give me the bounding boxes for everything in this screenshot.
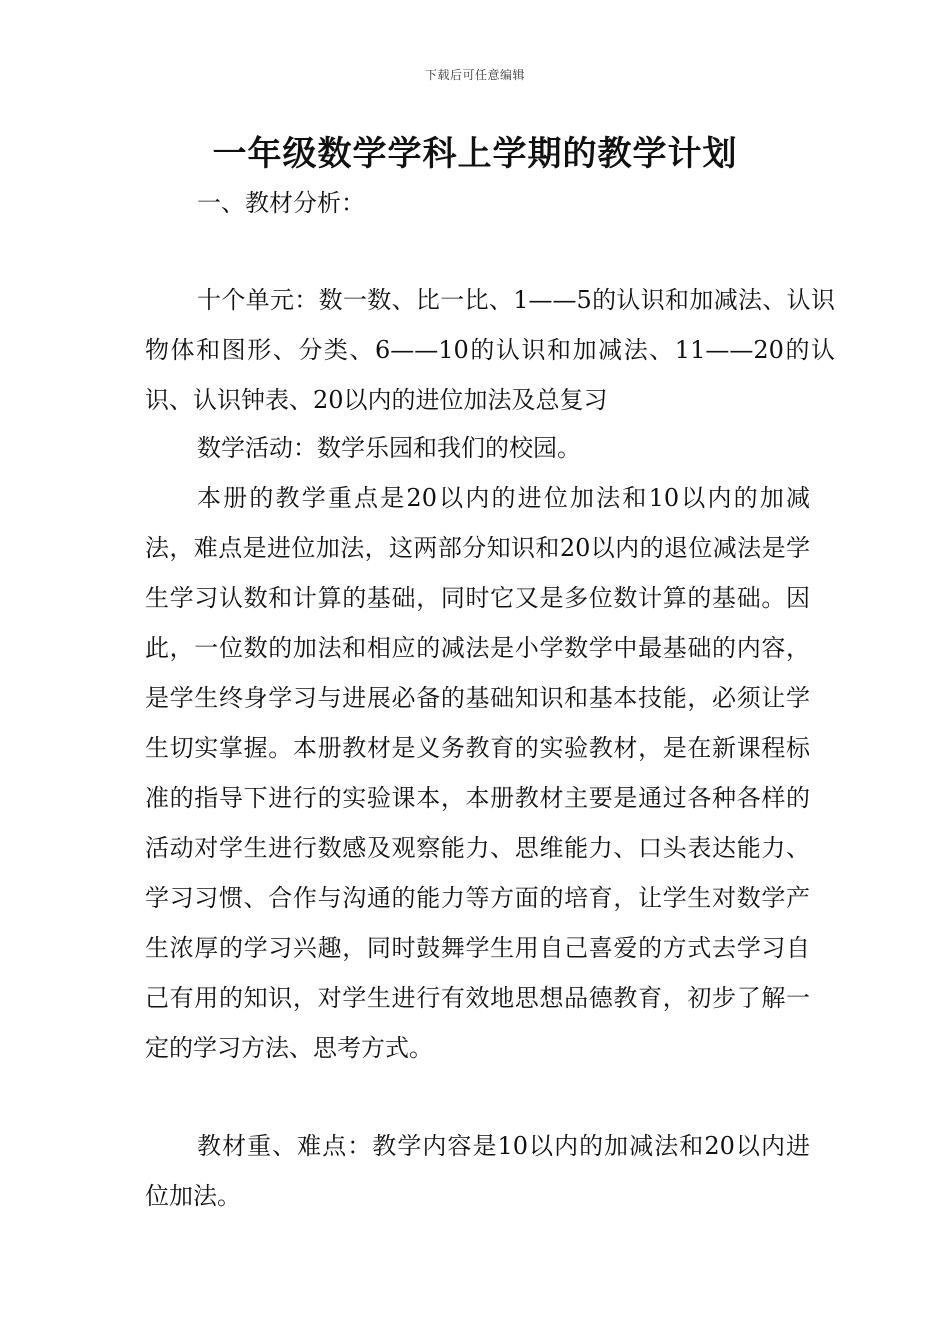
paragraph-key-points: 教材重、难点：教学内容是10以内的加减法和20以内进位加法。 xyxy=(145,1132,810,1210)
paragraph-activity: 数学活动：数学乐园和我们的校园。 xyxy=(197,434,581,462)
document-title: 一年级数学学科上学期的教学计划 xyxy=(212,134,738,174)
paragraph-units: 十个单元：数一数、比一比、1——5的认识和加减法、认识物体和图形、分类、6——10的认识和加减法、11——20的认识、认识钟表、20以内的进位加法及总复习 xyxy=(145,286,835,414)
section-heading: 一、教材分析： xyxy=(197,189,365,217)
header-note: 下载后可任意编辑 xyxy=(424,68,525,82)
paragraph-teaching-focus: 本册的教学重点是20以内的进位加法和10以内的加减法，难点是进位加法，这两部分知识和20以内的退位减法是学生学习认数和计算的基础，同时它又是多位数计算的基础。因此，一位数的加法和相应的减法是小学数学中最基础的内容，是学生终身学习与进展必备的基础知识和基本技能，必须让学生切实掌握。本册教材是义务教育的实验教材，是在新课程标准的指导下进行的实验课本，本册教材主要是通过各种各样的活动对学生进行数感及观察能力、思维能力、口头表达能力、学习习惯、合作与沟通的能力等方面的培育，让学生对数学产生浓厚的学习兴趣，同时鼓舞学生用自己喜爱的方式去学习自己有用的知识，对学生进行有效地思想品德教育，初步了解一定的学习方法、思考方式。 xyxy=(145,484,810,1062)
